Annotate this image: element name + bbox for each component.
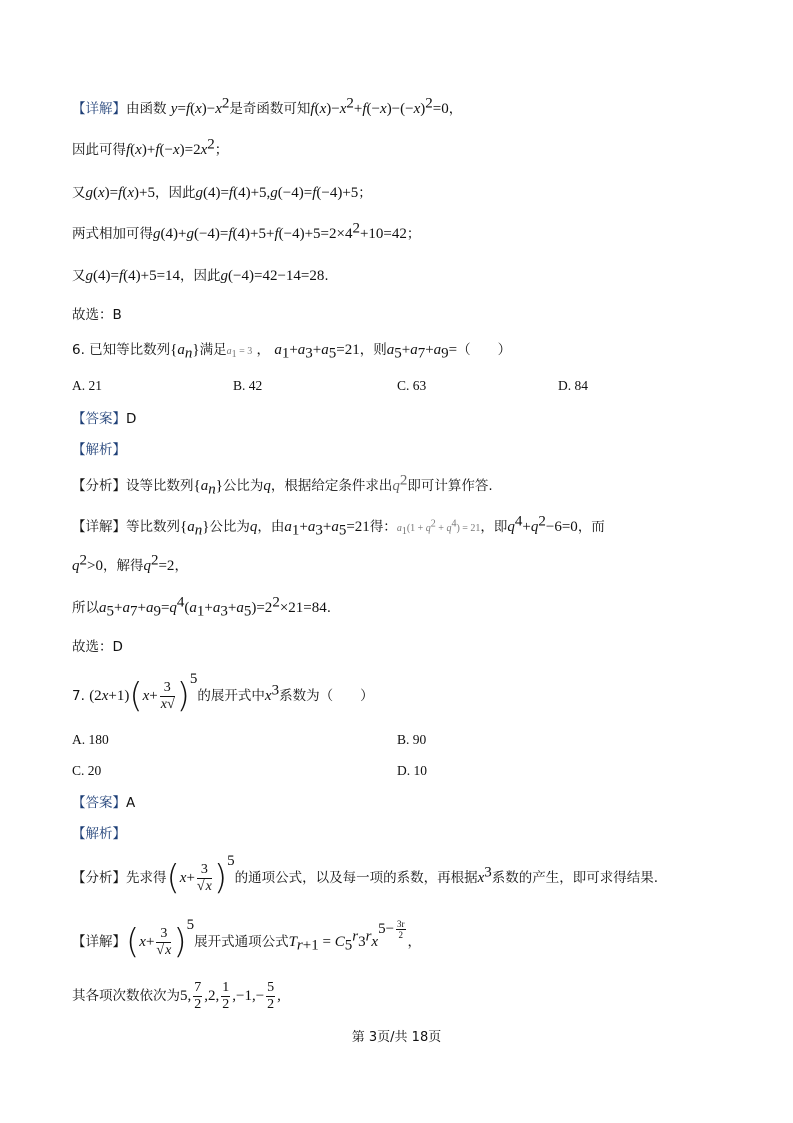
answer-label: 【答案】 (72, 411, 126, 427)
text: 的通项公式，以及每一项的系数，再根据 (234, 870, 478, 886)
text: ，解得 (102, 558, 144, 574)
q6-detail-line3: 所以$a_5+a_7+a_9=q^4(a_1+a_3+a_5)=2^2\times 21=84$. (72, 594, 332, 620)
q7-detail-line2: 其各项次数依次为5, $\frac{7}{2}$ ,2, $\frac{1}{2}$ ,−1,− $\frac{5}{2}$ , (72, 979, 281, 1012)
text: 又 (72, 185, 86, 201)
answer-label: 【答案】 (72, 795, 126, 811)
q6-choose: 故选：D (72, 639, 123, 655)
q6-detail-line2: $q^2>0$，解得$q^2=2$， (72, 552, 188, 574)
text: 展开式通项公式 (194, 934, 289, 950)
q7-analysis: 【分析】先求得(x+ $\frac{3}{√x}$ )$^5$的通项公式，以及每一项的系数，再根据$x^3$系数的产生，即可求得结果. (72, 852, 659, 898)
text: 等比数列 (126, 519, 180, 535)
q7-detail-line1: 【详解】(x+ $\frac{3}{√x}$ )$^5$展开式通项公式$T_{r+1} = C_5^r3^rx^{5- \frac{3r}{2}}$ ， (72, 916, 422, 962)
text: 系数为（ ） (279, 688, 374, 704)
text: 由函数 (126, 101, 167, 117)
text: 得： (369, 519, 397, 535)
q6-option-a[interactable]: A. 21 (72, 378, 102, 393)
q7-option-d[interactable]: D. 10 (397, 763, 427, 778)
q7-stem: 7. (2x+1)(x+ $\frac{3}{x√}$ )$^5$的展开式中$x^3$系数为（ ） (72, 670, 374, 716)
text: 所以 (72, 600, 99, 616)
detail-label: 【详解】 (72, 519, 126, 535)
text: 因此可得 (72, 142, 126, 158)
text: 即可计算作答. (407, 478, 493, 494)
text: 公比为 (222, 478, 264, 494)
q7-option-a[interactable]: A. 180 (72, 732, 109, 747)
prev-detail-line1: 【详解】由函数 $y=f(x)-x^2$是奇函数可知$f(x)-x^2+f(-x)-(-x)^2=0$， (72, 95, 463, 117)
text: 又 (72, 268, 86, 284)
q6-option-d[interactable]: D. 84 (558, 378, 588, 393)
q7-jiexi-label (72, 824, 126, 844)
q6-jiexi-label (72, 440, 126, 460)
q6-option-b[interactable]: B. 42 (233, 378, 263, 393)
detail-label: 【详解】 (72, 101, 126, 117)
prev-detail-line4: 两式相加可得$g(4)+g(-4)=f(4)+5+f(-4)+5=2\times 4^2+10=42$； (72, 220, 421, 242)
text: ，因此 (180, 268, 221, 284)
text: 系数的产生，即可求得结果. (491, 870, 659, 886)
text: 设等比数列 (126, 478, 194, 494)
detail-label: 【详解】 (72, 934, 126, 950)
text: 6. 已知等比数列 (72, 342, 171, 358)
text: 先求得 (126, 870, 167, 886)
prev-detail-line2: 因此可得$f(x)+f(-x)=2x^2$； (72, 136, 229, 158)
jiexi-label: 【解析】 (72, 442, 126, 458)
text: ，根据给定条件求出 (270, 478, 393, 494)
q7-answer (72, 793, 135, 813)
prev-detail-line3: 又g(x)=f(x)+5，因此g(4)=f(4)+5,g(−4)=f(−4)+5； (72, 185, 372, 201)
text: 公比为 (209, 519, 250, 535)
jiexi-label: 【解析】 (72, 826, 126, 842)
prev-detail-line5: 又g(4)=f(4)+5=14，因此g(−4)=42−14=28. (72, 268, 329, 284)
text: （ ） (457, 342, 512, 358)
prev-choose: 故选：B (72, 307, 122, 323)
analysis-label: 【分析】 (72, 478, 126, 494)
question-number: 7. (72, 688, 85, 704)
q6-option-c[interactable]: C. 63 (397, 378, 427, 393)
q6-analysis: 【分析】设等比数列$\{a_n\}$公比为q，根据给定条件求出$q^2$即可计算作答. (72, 472, 493, 498)
text: ，即 (480, 519, 508, 535)
text: 其各项次数依次为 (72, 988, 180, 1004)
answer-value: A (126, 795, 136, 811)
text: ，则 (359, 342, 387, 358)
text: 是奇函数可知 (229, 101, 311, 117)
text: 满足 (199, 342, 227, 358)
text: ，而 (577, 519, 605, 535)
q6-stem: 6. 已知等比数列$\{a_n\}$满足$a_1 = 3$ ， $a_1+a_3+a_5=21$，则$a_5+a_7+a_9=$（ ） (72, 342, 512, 362)
text: ，由 (257, 519, 285, 535)
text: ，因此 (154, 185, 196, 201)
page-footer: 第 3页/共 18页 (351, 1030, 442, 1045)
text: 两式相加可得 (72, 226, 153, 242)
q7-option-c[interactable]: C. 20 (72, 763, 102, 778)
answer-value: D (126, 411, 137, 427)
q6-detail-line1: 【详解】等比数列$\{a_n\}$公比为q，由$a_1+a_3+a_5=21$得：$a_1(1 + q^2 + q^4) = 21$，即$q^4+q^2-6=0$，而 (72, 513, 605, 539)
text: 的展开式中 (197, 688, 265, 704)
q6-answer (72, 409, 136, 429)
q7-option-b[interactable]: B. 90 (397, 732, 427, 747)
math-expr: y (170, 101, 178, 117)
analysis-label: 【分析】 (72, 870, 126, 886)
